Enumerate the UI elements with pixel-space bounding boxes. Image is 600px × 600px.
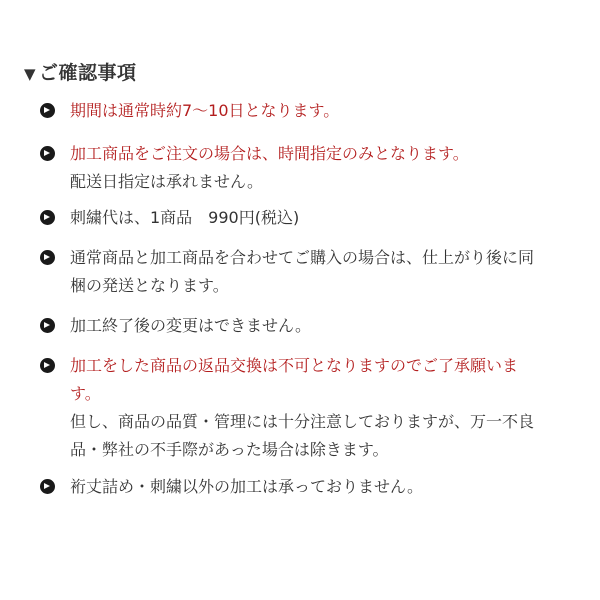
notice-text: 但し、商品の品質・管理には十分注意しておりますが、万一不良 xyxy=(70,412,535,431)
notice-item-embroidery-fee xyxy=(40,204,600,232)
notice-text: 通常商品と加工商品を合わせてご購入の場合は、仕上がり後に同 xyxy=(70,248,535,267)
circled-right-arrow-icon xyxy=(40,358,55,373)
section-heading xyxy=(24,58,137,85)
circled-right-arrow-icon xyxy=(40,250,55,265)
notice-text: 期間は通常時約7～10日となります。 xyxy=(70,101,340,120)
circled-right-arrow-icon xyxy=(40,318,55,333)
notice-item-other-processing xyxy=(40,473,600,501)
notice-item-no-changes xyxy=(40,312,600,340)
circled-right-arrow-icon xyxy=(40,210,55,225)
notice-item-delivery-period xyxy=(40,97,600,125)
circled-right-arrow-icon xyxy=(40,479,55,494)
notice-item-time-designation xyxy=(40,140,600,196)
notice-text: 品・弊社の不手際があった場合は除きます。 xyxy=(70,440,389,459)
notice-item-combined-shipping xyxy=(40,244,600,300)
notice-text: 梱の発送となります。 xyxy=(70,276,229,295)
section-title: ご確認事項 xyxy=(39,62,137,84)
notice-text: 加工をした商品の返品交換は不可となりますのでご了承願いま xyxy=(70,356,519,375)
circled-right-arrow-icon xyxy=(40,103,55,118)
notice-text: 裄丈詰め・刺繍以外の加工は承っておりません。 xyxy=(70,477,423,496)
notice-text: す。 xyxy=(70,384,101,403)
circled-right-arrow-icon xyxy=(40,146,55,161)
notice-text: 刺繍代は、1商品 990円(税込) xyxy=(70,208,300,227)
notice-text: 加工商品をご注文の場合は、時間指定のみとなります。 xyxy=(70,144,469,163)
notice-text: 加工終了後の変更はできません。 xyxy=(70,316,311,335)
notice-text: 配送日指定は承れません。 xyxy=(70,172,263,191)
notice-item-returns xyxy=(40,352,600,464)
down-triangle-icon: ▼ xyxy=(24,65,37,83)
